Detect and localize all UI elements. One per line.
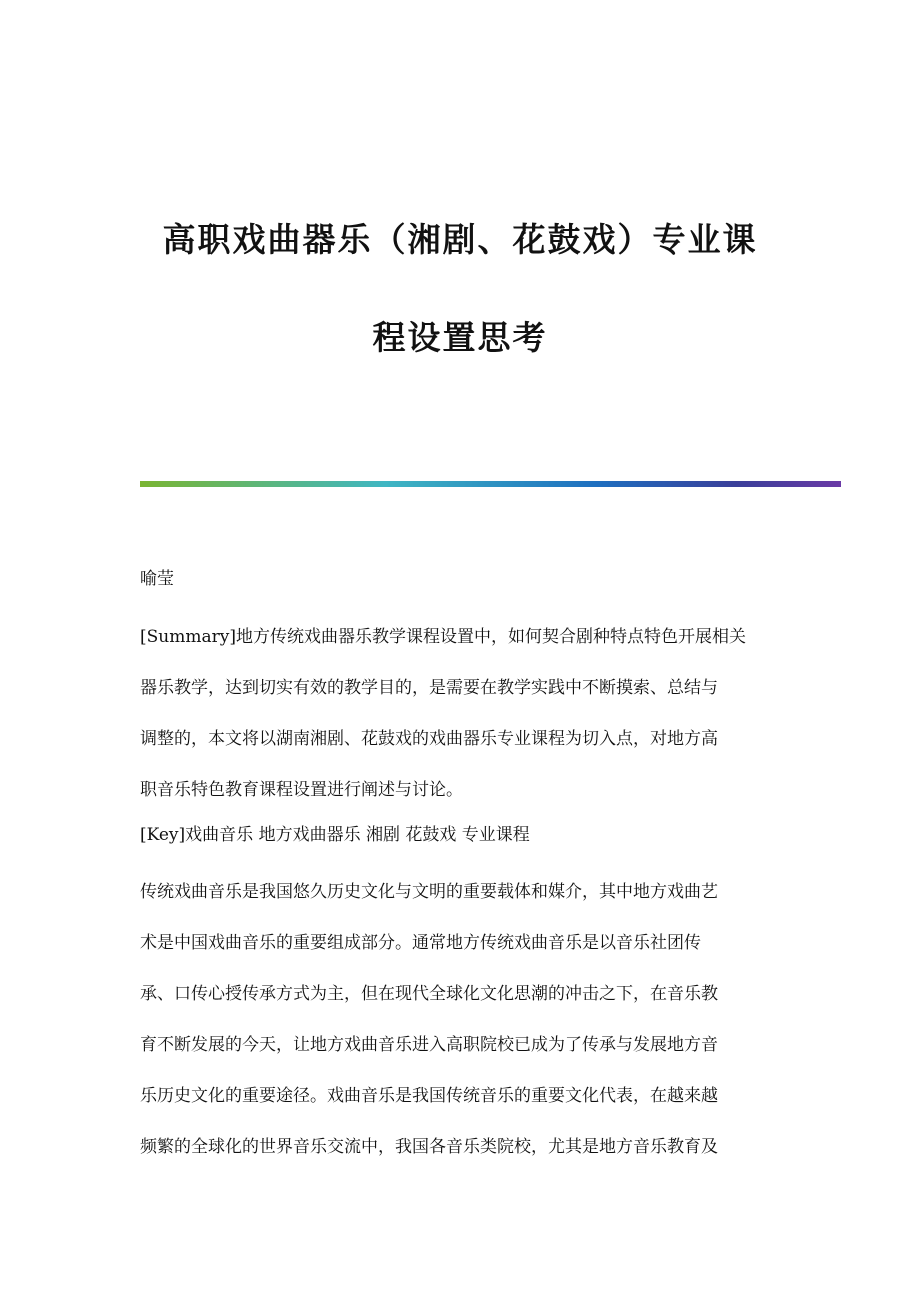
body-line: 术是中国戏曲音乐的重要组成部分。通常地方传统戏曲音乐是以音乐社团传 bbox=[140, 933, 701, 953]
body-line: 传统戏曲音乐是我国悠久历史文化与文明的重要载体和媒介，其中地方戏曲艺 bbox=[140, 882, 718, 902]
document-title-line-2: 程设置思考 bbox=[372, 318, 548, 357]
body-line: 乐历史文化的重要途径。戏曲音乐是我国传统音乐的重要文化代表，在越来越 bbox=[140, 1086, 718, 1106]
body-paragraph bbox=[140, 867, 790, 1173]
keywords-line: [Key]戏曲音乐 地方戏曲器乐 湘剧 花鼓戏 专业课程 bbox=[140, 825, 530, 845]
body-line: 频繁的全球化的世界音乐交流中，我国各音乐类院校，尤其是地方音乐教育及 bbox=[140, 1137, 718, 1157]
summary-line: 调整的，本文将以湖南湘剧、花鼓戏的戏曲器乐专业课程为切入点，对地方高 bbox=[140, 729, 718, 749]
title-divider bbox=[140, 481, 841, 487]
document-title-line-1: 高职戏曲器乐（湘剧、花鼓戏）专业课 bbox=[162, 220, 758, 259]
author-name: 喻莹 bbox=[140, 569, 174, 589]
body-line: 育不断发展的今天，让地方戏曲音乐进入高职院校已成为了传承与发展地方音 bbox=[140, 1035, 718, 1055]
body-line: 承、口传心授传承方式为主，但在现代全球化文化思潮的冲击之下，在音乐教 bbox=[140, 984, 718, 1004]
summary-line: 器乐教学，达到切实有效的教学目的，是需要在教学实践中不断摸索、总结与 bbox=[140, 678, 718, 698]
summary-line: 职音乐特色教育课程设置进行阐述与讨论。 bbox=[140, 780, 463, 800]
summary-line: [Summary]地方传统戏曲器乐教学课程设置中，如何契合剧种特点特色开展相关 bbox=[140, 627, 746, 647]
summary-paragraph bbox=[140, 612, 790, 816]
